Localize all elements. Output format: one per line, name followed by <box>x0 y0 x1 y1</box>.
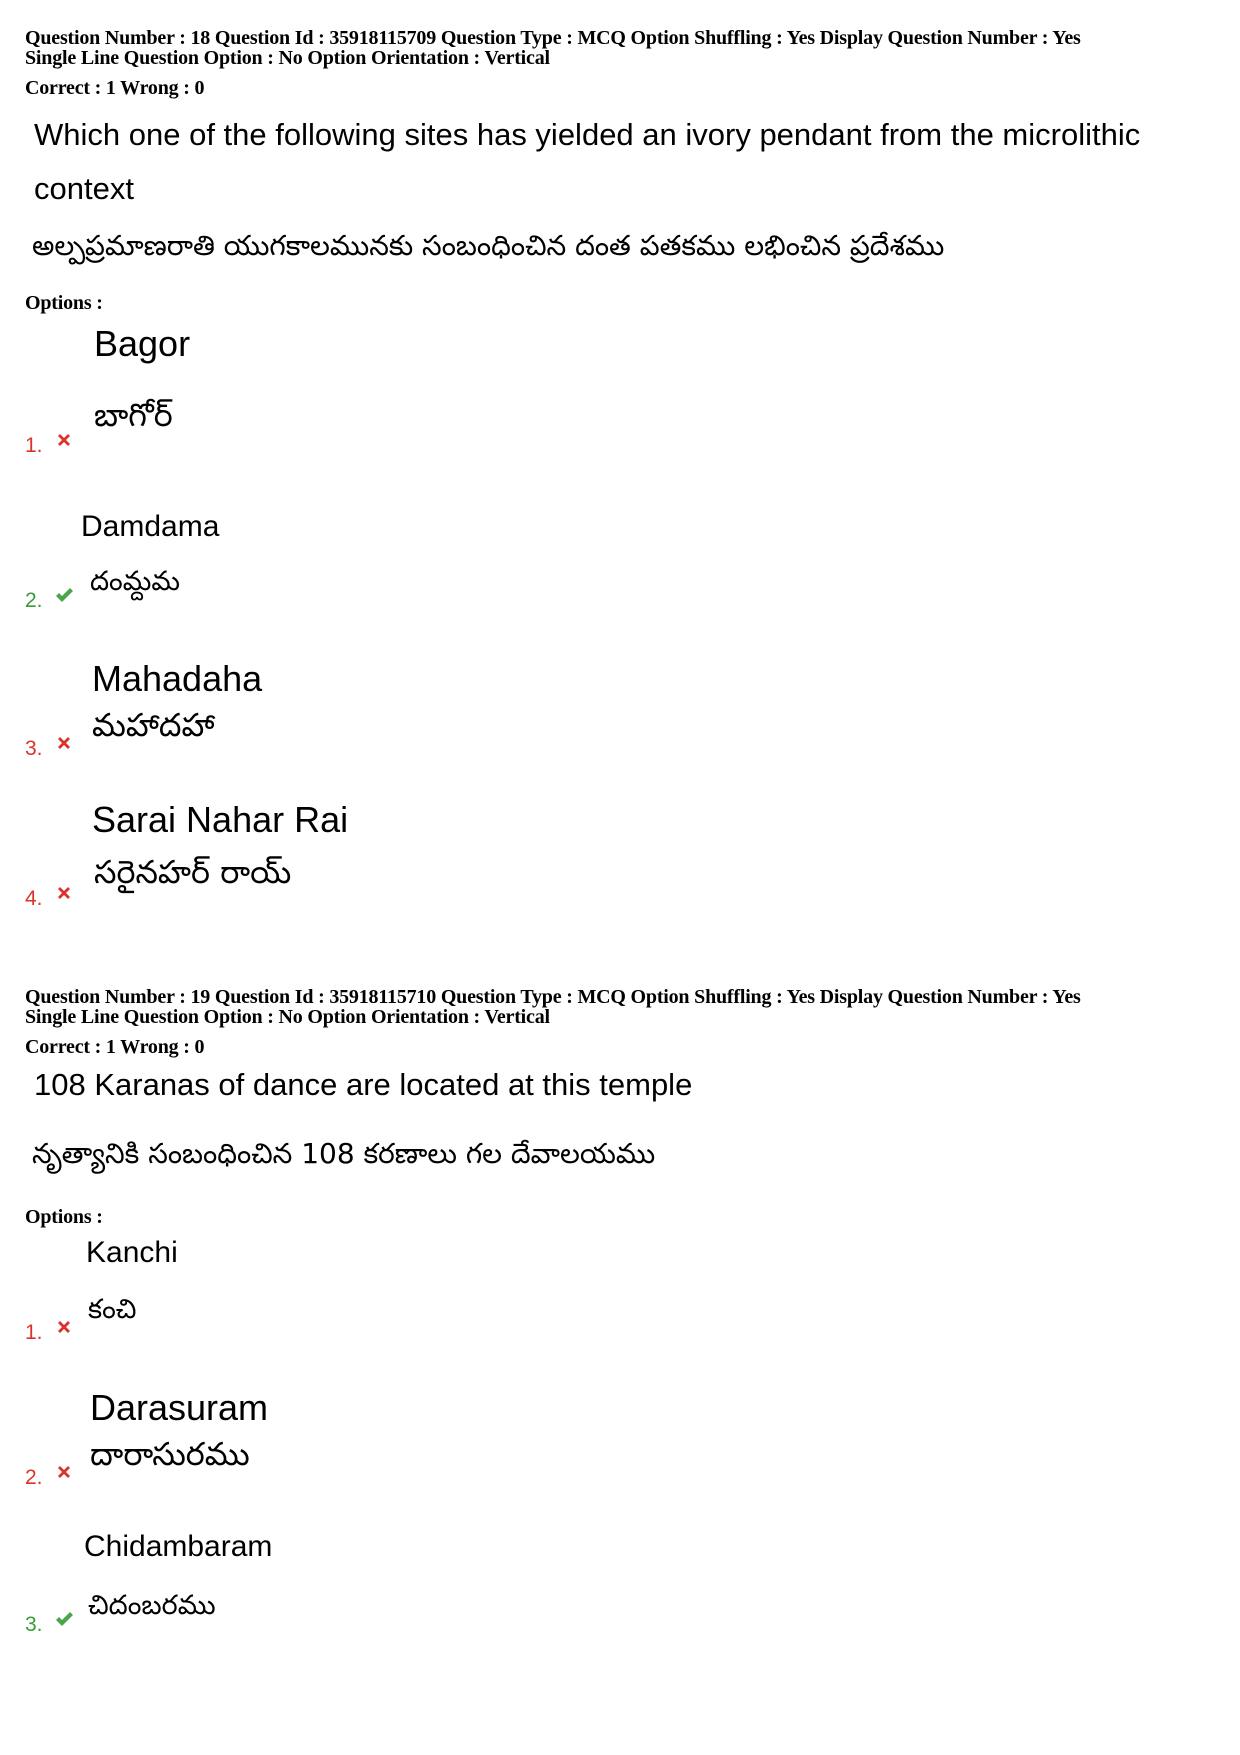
option-text-telugu: మహాదహా <box>92 706 215 744</box>
question-text-english-continued: context <box>34 171 134 206</box>
option-text-english: Sarai Nahar Rai <box>92 799 349 840</box>
option-text-english: Kanchi <box>86 1236 178 1269</box>
score-line: Correct : 1 Wrong : 0 <box>25 1036 205 1058</box>
question-meta-line-1: Question Number : 18 Question Id : 35918115709 Question Type : MCQ Option Shuffling : Yes Display Question Number : Yes <box>25 27 1081 49</box>
option-text-english: Bagor <box>94 323 191 364</box>
question-text-english: 108 Karanas of dance are located at this temple <box>34 1067 693 1102</box>
option-number: 1. <box>25 434 43 457</box>
option-text-telugu: దారాసురము <box>90 1435 250 1473</box>
cross-icon <box>54 1317 74 1337</box>
option-number: 3. <box>25 1613 43 1636</box>
options-label: Options : <box>25 1206 103 1228</box>
score-line: Correct : 1 Wrong : 0 <box>25 77 205 99</box>
question-meta-line-1: Question Number : 19 Question Id : 35918115710 Question Type : MCQ Option Shuffling : Yes Display Question Number : Yes <box>25 986 1081 1008</box>
question-text-english: Which one of the following sites has yielded an ivory pendant from the microlithic <box>34 117 1141 152</box>
option-number: 4. <box>25 887 43 910</box>
option-text-telugu: కంచి <box>88 1294 137 1325</box>
option-text-telugu: సరైనహర్ రాయ్ <box>94 853 292 891</box>
option-text-telugu: చిదంబరము <box>88 1590 216 1621</box>
option-number: 2. <box>25 1466 43 1489</box>
option-text-telugu: బాగోర్ <box>94 396 173 434</box>
option-number: 2. <box>25 589 43 612</box>
option-text-telugu: దంమ్దమ <box>90 566 180 597</box>
check-icon <box>54 585 74 605</box>
option-text-english: Mahadaha <box>92 658 263 699</box>
question-text-telugu: నృత్యానికి సంబంధించిన 108 కరణాలు గల దేవాలయము <box>32 1137 656 1170</box>
cross-icon <box>54 430 74 450</box>
question-text-telugu: అల్పప్రమాణరాతి యుగకాలమునకు సంబంధించిన దంత పతకము లభించిన ప్రదేశము <box>32 229 945 262</box>
question-meta-line-2: Single Line Question Option : No Option Orientation : Vertical <box>25 1006 550 1028</box>
question-meta-line-2: Single Line Question Option : No Option Orientation : Vertical <box>25 47 550 69</box>
check-icon <box>54 1609 74 1629</box>
option-text-english: Chidambaram <box>84 1530 273 1563</box>
option-number: 3. <box>25 737 43 760</box>
option-text-english: Damdama <box>81 510 220 543</box>
option-text-english: Darasuram <box>90 1387 269 1428</box>
options-label: Options : <box>25 292 103 314</box>
cross-icon <box>54 733 74 753</box>
cross-icon <box>54 883 74 903</box>
option-number: 1. <box>25 1321 43 1344</box>
cross-icon <box>54 1462 74 1482</box>
